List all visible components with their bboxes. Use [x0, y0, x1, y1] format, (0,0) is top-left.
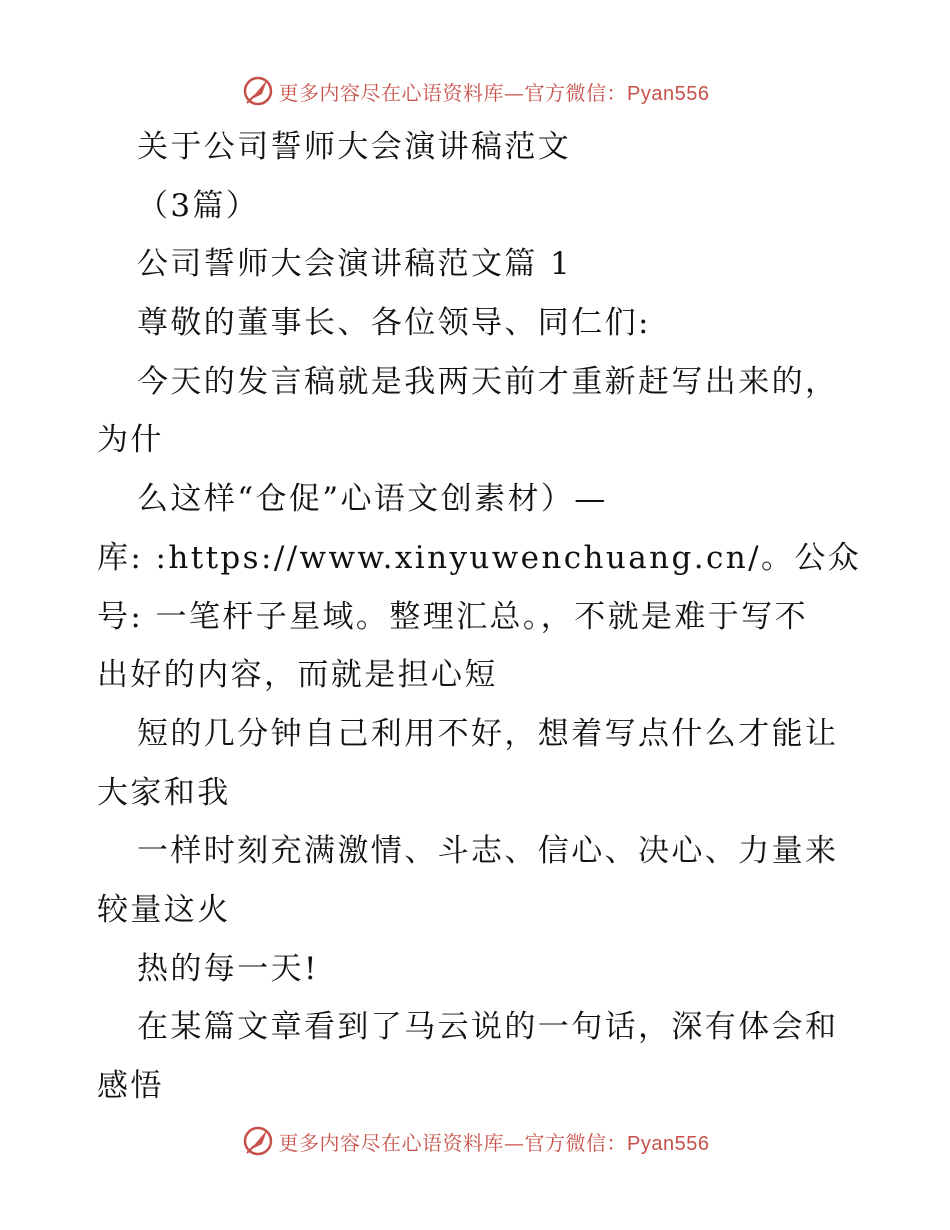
quill-circle-icon: [241, 74, 275, 108]
paragraph-line: 大家和我: [97, 774, 231, 811]
paragraph-line: 今天的发言稿就是我两天前才重新赶写出来的，: [137, 363, 839, 400]
document-subtitle: （3篇）: [137, 187, 260, 224]
header-wechat-id: Pyan556: [627, 82, 710, 105]
document-title: 关于公司誓师大会演讲稿范文: [137, 129, 572, 165]
footer-banner-text: 更多内容尽在心语资料库—官方微信：Pyan556: [278, 1130, 710, 1155]
paragraph-line: 号: 一笔杆子星域。整理汇总。，不就是难于写不: [97, 598, 808, 635]
paragraph-line: 较量这火: [97, 891, 231, 928]
paragraph-line: 短的几分钟自己利用不好，想着写点什么才能让: [137, 715, 839, 752]
paragraph-line: 在某篇文章看到了马云说的一句话，深有体会和: [137, 1009, 839, 1046]
paragraph-line: 么这样“仓促”心语文创素材）—: [137, 481, 608, 518]
paragraph-line: 感悟: [97, 1068, 164, 1104]
salutation: 尊敬的董事长、各位领导、同仁们:: [137, 305, 651, 342]
paragraph-line: 热的每一天!: [137, 950, 319, 987]
document-body: [97, 118, 862, 1116]
section-heading: 公司誓师大会演讲稿范文篇 1: [137, 246, 573, 283]
header-banner: [0, 71, 950, 111]
quill-circle-icon: [241, 1124, 275, 1158]
footer-banner: [0, 1121, 950, 1161]
footer-wechat-id: Pyan556: [627, 1132, 710, 1155]
paragraph-line: 为什: [97, 422, 164, 459]
paragraph-line: 出好的内容，而就是担心短: [97, 657, 498, 694]
paragraph-line: 库: :https://www.xinyuwenchuang.cn/。公众: [97, 539, 862, 576]
header-banner-text: 更多内容尽在心语资料库—官方微信：Pyan556: [278, 80, 710, 105]
paragraph-line: 一样时刻充满激情、斗志、信心、决心、力量来: [137, 833, 839, 870]
